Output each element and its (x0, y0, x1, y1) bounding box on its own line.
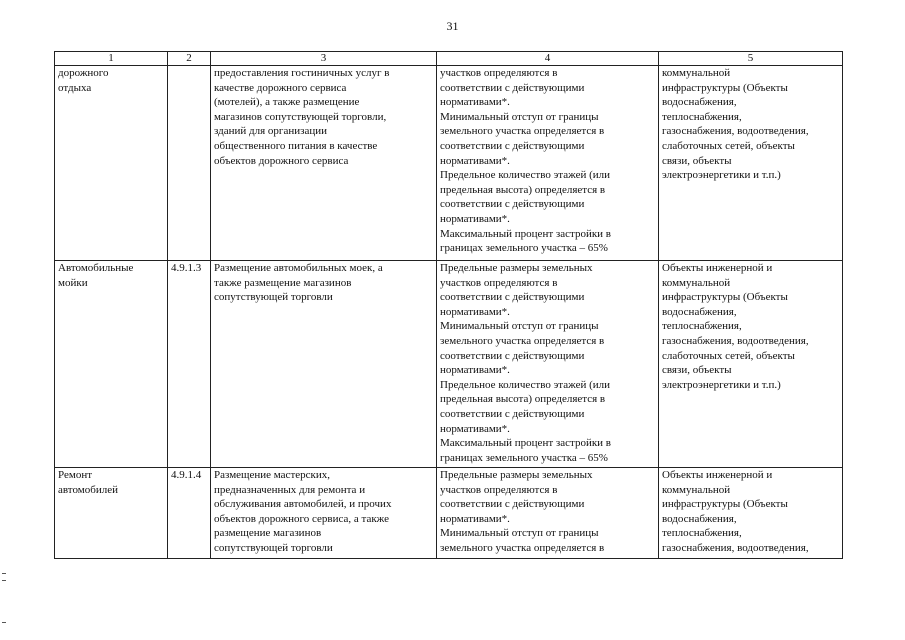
cell-text-line: соответствии с действующими (440, 139, 585, 152)
page-number: 31 (446, 19, 459, 33)
column-header-4: 4 (437, 52, 659, 66)
cell-text-line: теплоснабжения, (662, 320, 742, 333)
cell-text-line: нормативами*. (440, 364, 510, 377)
cell-text-line: предназначенных для ремонта и (214, 483, 366, 496)
cell-text-line: 4.9.1.4 (171, 469, 202, 481)
cell-text-line: обслуживания автомобилей, и прочих (214, 498, 392, 511)
cell-text-line: коммунальной (662, 483, 731, 496)
column-header-1: 1 (55, 52, 168, 66)
margin-tick-mark (2, 622, 6, 623)
cell-text-line: слаботочных сетей, объекты (662, 139, 795, 152)
use-auxiliary-cell (659, 261, 843, 468)
use-code-cell (168, 261, 211, 468)
cell-text-line: Размещение автомобильных моек, а (214, 262, 383, 274)
cell-text-line: предельная высота) определяется в (440, 183, 606, 196)
cell-text-line: водоснабжения, (662, 305, 737, 318)
table-header (55, 52, 843, 66)
cell-text-line: Объекты инженерной и (662, 262, 773, 274)
cell-text-line: участков определяются в (440, 276, 558, 289)
land-use-table (54, 51, 843, 559)
cell-text-line: магазинов сопутствующей торговли, (214, 110, 387, 123)
cell-text-line: Предельное количество этажей (или (440, 169, 611, 182)
cell-text-line: Размещение мастерских, (214, 469, 330, 481)
cell-text-line: размещение магазинов (214, 527, 322, 540)
cell-text-line: соответствии с действующими (440, 291, 585, 304)
cell-text-line: Максимальный процент застройки в (440, 227, 611, 240)
cell-text-line: земельного участка определяется в (440, 541, 605, 554)
cell-text-line: теплоснабжения, (662, 527, 742, 540)
cell-text-line: коммунальной (662, 276, 731, 289)
use-code-cell (168, 468, 211, 559)
cell-text-line: соответствии с действующими (440, 198, 585, 211)
cell-text-line: теплоснабжения, (662, 110, 742, 123)
cell-text-line: границах земельного участка – 65% (440, 242, 608, 255)
cell-text-line: дорожного (58, 67, 109, 79)
cell-text-line: связи, объекты (662, 154, 732, 167)
cell-text-line: границах земельного участка – 65% (440, 451, 608, 464)
cell-text-line: участков определяются в (440, 483, 558, 496)
cell-text-line: нормативами*. (440, 512, 510, 525)
cell-text-line: Максимальный процент застройки в (440, 437, 611, 450)
cell-text-line: соответствии с действующими (440, 81, 585, 94)
cell-text-line: автомобилей (58, 483, 118, 496)
use-description-cell (211, 261, 437, 468)
cell-text-line: водоснабжения, (662, 512, 737, 525)
cell-text-line: качестве дорожного сервиса (214, 81, 347, 94)
cell-text-line: объектов дорожного сервиса, а также (214, 512, 390, 525)
cell-text-line: нормативами*. (440, 422, 510, 435)
cell-text-line: (мотелей), а также размещение (214, 96, 360, 109)
cell-text-line: газоснабжения, водоотведения, (662, 334, 809, 347)
cell-text-line: соответствии с действующими (440, 407, 585, 420)
use-parameters-cell (437, 468, 659, 559)
cell-text-line: нормативами*. (440, 96, 510, 109)
cell-text-line: Минимальный отступ от границы (440, 110, 599, 123)
cell-text-line: предоставления гостиничных услуг в (214, 67, 390, 79)
cell-text-line: общественного питания в качестве (214, 139, 378, 152)
header-row (55, 52, 843, 66)
table-row (55, 468, 843, 559)
cell-text-line: 4.9.1.3 (171, 262, 202, 274)
cell-text-line: нормативами*. (440, 305, 510, 318)
cell-text-line: участков определяются в (440, 67, 558, 79)
cell-text-line: электроэнергетики и т.п.) (662, 378, 781, 391)
cell-text-line: Предельные размеры земельных (440, 469, 593, 481)
use-name-cell (55, 261, 168, 468)
column-header-5: 5 (659, 52, 843, 66)
table-body (55, 66, 843, 559)
cell-text-line: инфраструктуры (Объекты (662, 498, 788, 511)
use-code-cell (168, 66, 211, 261)
use-description-cell (211, 468, 437, 559)
cell-text-line: предельная высота) определяется в (440, 393, 606, 406)
table-row (55, 261, 843, 468)
column-header-2: 2 (168, 52, 211, 66)
cell-text-line: инфраструктуры (Объекты (662, 81, 788, 94)
cell-text-line: сопутствующей торговли (214, 541, 333, 554)
cell-text-line: соответствии с действующими (440, 349, 585, 362)
cell-text-line: земельного участка определяется в (440, 125, 605, 138)
margin-tick-mark (2, 573, 6, 574)
cell-text-line: Предельное количество этажей (или (440, 378, 611, 391)
use-name-cell (55, 468, 168, 559)
cell-text-line: коммунальной (662, 67, 731, 79)
margin-tick-mark (2, 580, 6, 581)
cell-text-line: связи, объекты (662, 364, 732, 377)
cell-text-line: газоснабжения, водоотведения, (662, 541, 809, 554)
use-parameters-cell (437, 261, 659, 468)
cell-text-line: инфраструктуры (Объекты (662, 291, 788, 304)
use-parameters-cell (437, 66, 659, 261)
cell-text-line: газоснабжения, водоотведения, (662, 125, 809, 138)
cell-text-line: мойки (58, 276, 88, 289)
use-auxiliary-cell (659, 66, 843, 261)
cell-text-line: сопутствующей торговли (214, 291, 333, 304)
use-auxiliary-cell (659, 468, 843, 559)
cell-text-line: соответствии с действующими (440, 498, 585, 511)
cell-text-line: слаботочных сетей, объекты (662, 349, 795, 362)
cell-text-line: земельного участка определяется в (440, 334, 605, 347)
column-header-3: 3 (211, 52, 437, 66)
use-name-cell (55, 66, 168, 261)
use-description-cell (211, 66, 437, 261)
cell-text-line: электроэнергетики и т.п.) (662, 169, 781, 182)
cell-text-line: Минимальный отступ от границы (440, 527, 599, 540)
cell-text-line: зданий для организации (214, 125, 327, 138)
cell-text-line: отдыха (58, 81, 92, 94)
cell-text-line: также размещение магазинов (214, 276, 352, 289)
cell-text-line: Автомобильные (58, 262, 134, 274)
cell-text-line: нормативами*. (440, 212, 510, 225)
cell-text-line: нормативами*. (440, 154, 510, 167)
cell-text-line: объектов дорожного сервиса (214, 154, 349, 167)
cell-text-line: Предельные размеры земельных (440, 262, 593, 274)
cell-text-line: водоснабжения, (662, 96, 737, 109)
cell-text-line: Объекты инженерной и (662, 469, 773, 481)
cell-text-line: Ремонт (58, 469, 93, 481)
table-row (55, 66, 843, 261)
cell-text-line: Минимальный отступ от границы (440, 320, 599, 333)
